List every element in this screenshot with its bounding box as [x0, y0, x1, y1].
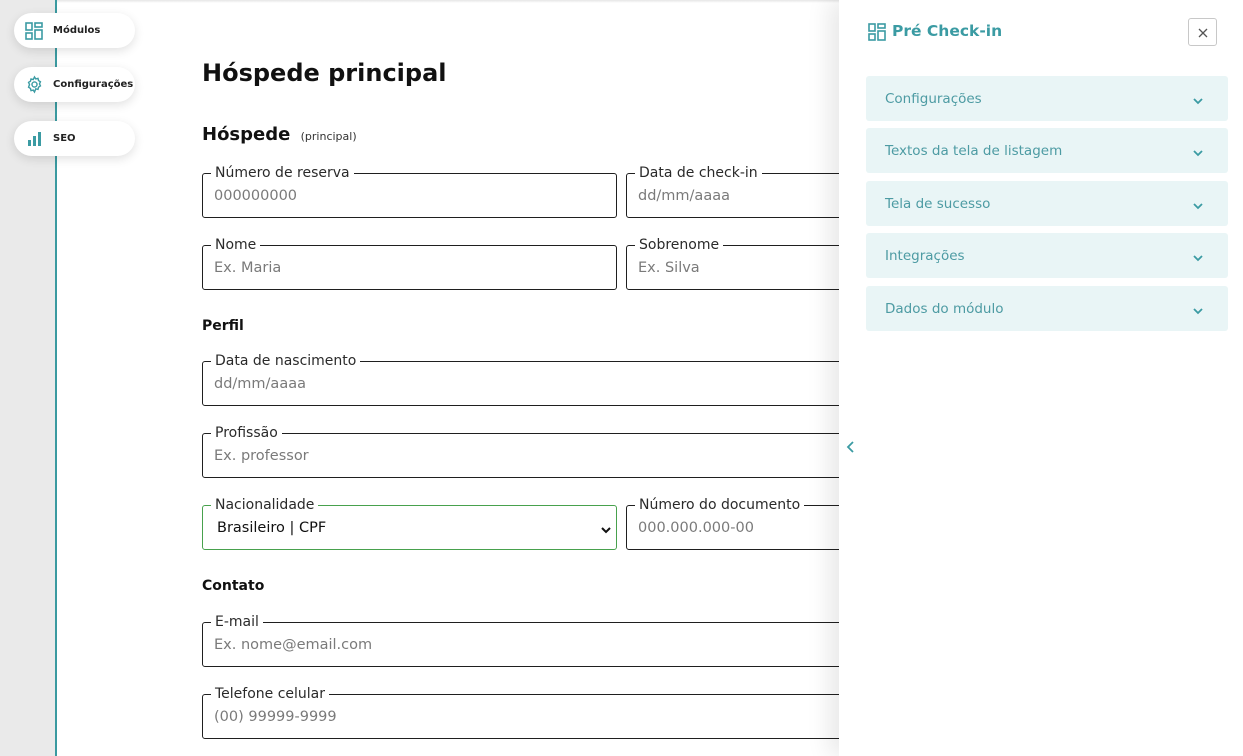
field-label: Nome: [211, 236, 260, 254]
field-placeholder: dd/mm/aaaa: [214, 376, 306, 392]
sidebar-item-label: Módulos: [53, 25, 101, 36]
modules-grid-icon: [868, 23, 886, 41]
profession-field[interactable]: [202, 425, 902, 478]
close-icon: [1198, 23, 1208, 42]
field-label: Nacionalidade: [211, 496, 318, 514]
email-field[interactable]: [202, 614, 902, 667]
field-label: Data de nascimento: [211, 352, 360, 370]
accordion-success-screen[interactable]: [866, 181, 1228, 226]
accordion-integrations[interactable]: [866, 233, 1228, 278]
collapse-panel-button[interactable]: [844, 438, 858, 456]
page-title: Hóspede principal: [202, 59, 447, 87]
field-placeholder: 000.000.000-00: [638, 520, 754, 536]
section-heading-guest: [202, 124, 357, 145]
reservation-number-field[interactable]: [202, 165, 617, 218]
guest-heading: Hóspede: [202, 124, 291, 145]
accordion-label: Tela de sucesso: [885, 195, 991, 212]
section-heading-contact: Contato: [202, 578, 265, 594]
field-label: Profissão: [211, 424, 282, 442]
mobile-phone-field[interactable]: [202, 686, 902, 739]
accordion-settings[interactable]: [866, 76, 1228, 121]
field-placeholder: Ex. nome@email.com: [214, 637, 373, 653]
chevron-down-icon: [1192, 302, 1204, 314]
modules-grid-icon: [24, 21, 44, 41]
close-button[interactable]: [1188, 18, 1217, 46]
panel-title: Pré Check-in: [892, 22, 1003, 40]
accordion-label: Integrações: [885, 247, 965, 264]
field-placeholder: dd/mm/aaaa: [638, 188, 730, 204]
birth-date-field[interactable]: [202, 353, 902, 406]
sidebar-item-label: Configurações: [53, 79, 134, 90]
accordion-label: Dados do módulo: [885, 300, 1004, 317]
field-placeholder: Ex. Silva: [638, 260, 700, 276]
section-heading-profile: Perfil: [202, 318, 244, 334]
chevron-down-icon: [600, 521, 612, 533]
field-label: Número de reserva: [211, 164, 354, 182]
field-label: Telefone celular: [211, 685, 329, 703]
sidebar-item-modules[interactable]: [14, 13, 135, 48]
accordion-label: Configurações: [885, 90, 982, 107]
field-label: Número do documento: [635, 496, 804, 514]
bar-chart-icon: [24, 129, 44, 149]
chevron-down-icon: [1192, 197, 1204, 209]
chevron-down-icon: [1192, 144, 1204, 156]
first-name-field[interactable]: [202, 237, 617, 290]
sidebar-item-label: SEO: [53, 133, 76, 144]
field-placeholder: (00) 99999-9999: [214, 709, 337, 725]
chevron-down-icon: [1192, 249, 1204, 261]
field-placeholder: Ex. professor: [214, 448, 309, 464]
accordion-module-data[interactable]: [866, 286, 1228, 331]
field-label: Data de check-in: [635, 164, 762, 182]
field-placeholder: 000000000: [214, 188, 298, 204]
top-shadow: [57, 0, 839, 3]
nationality-select[interactable]: [202, 497, 617, 550]
accordion-label: Textos da tela de listagem: [885, 142, 1063, 159]
field-label: Sobrenome: [635, 236, 723, 254]
field-placeholder: Ex. Maria: [214, 260, 282, 276]
pre-checkin-panel: [839, 0, 1243, 756]
chevron-down-icon: [1192, 92, 1204, 104]
gear-icon: [24, 75, 44, 95]
sidebar-item-settings[interactable]: [14, 67, 135, 102]
sidebar-item-seo[interactable]: [14, 121, 135, 156]
guest-subheading: (principal): [300, 130, 357, 143]
selected-value: Brasileiro | CPF: [217, 520, 327, 536]
chevron-left-icon: [846, 438, 856, 457]
field-label: E-mail: [211, 613, 263, 631]
accordion-listing-texts[interactable]: [866, 128, 1228, 173]
